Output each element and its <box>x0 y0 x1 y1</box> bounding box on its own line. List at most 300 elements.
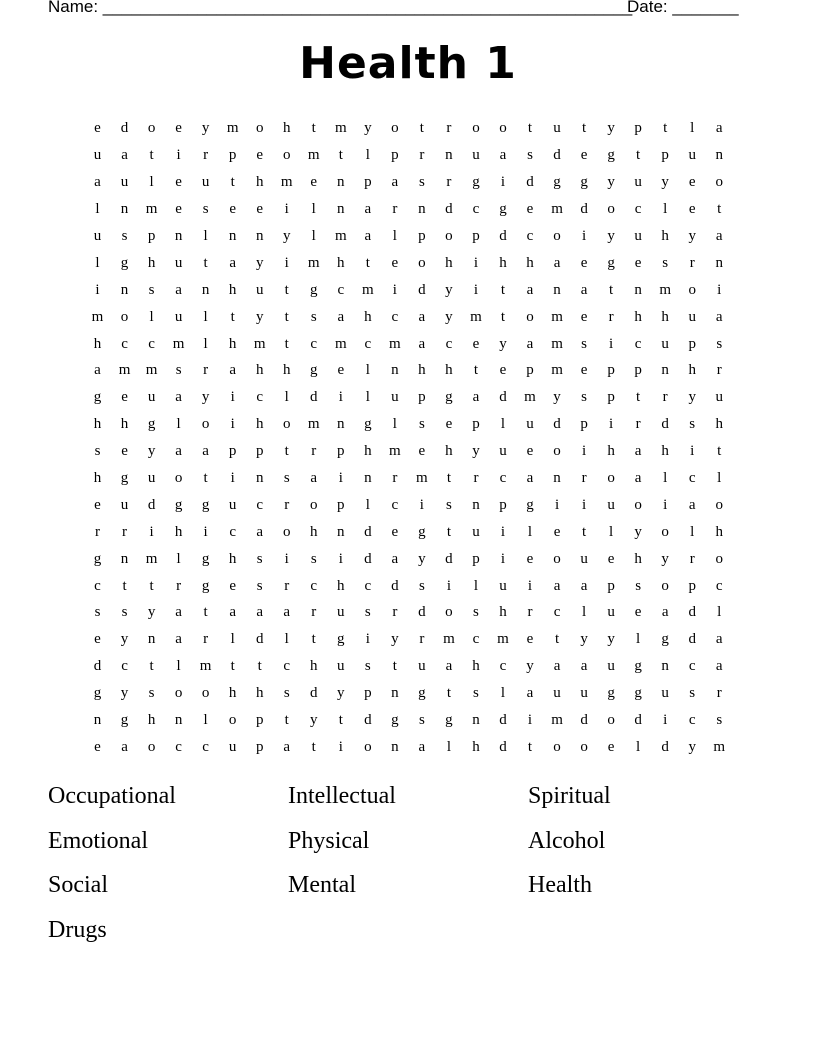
grid-letter: m <box>226 120 239 137</box>
grid-letter: n <box>201 281 210 298</box>
grid-letter: l <box>311 228 316 244</box>
grid-letter: u <box>580 550 588 567</box>
grid-letter: o <box>661 577 669 594</box>
grid-letter: i <box>284 550 289 567</box>
grid-letter: i <box>527 712 533 729</box>
grid-row <box>84 249 734 276</box>
grid-letter: p <box>472 550 480 567</box>
grid-letter: u <box>337 658 345 675</box>
grid-letter: a <box>715 120 723 137</box>
grid-letter: r <box>203 631 209 648</box>
grid-letter: g <box>553 174 561 191</box>
grid-letter: e <box>499 362 507 379</box>
grid-letter: t <box>717 443 722 460</box>
grid-letter: c <box>364 577 372 594</box>
grid-letter: p <box>255 712 264 729</box>
grid-letter: r <box>716 362 722 379</box>
grid-letter: e <box>229 577 236 594</box>
grid-letter: m <box>713 738 726 755</box>
grid-letter: d <box>499 228 507 244</box>
grid-letter: g <box>418 523 426 540</box>
grid-letter: d <box>499 738 507 755</box>
grid-letter: r <box>689 254 695 271</box>
grid-letter: c <box>472 631 480 648</box>
grid-letter: e <box>580 254 588 271</box>
grid-row <box>84 303 734 330</box>
grid-letter: p <box>634 120 642 137</box>
grid-letter: o <box>445 604 453 621</box>
grid-letter: o <box>445 228 453 244</box>
grid-letter: y <box>688 738 696 755</box>
grid-letter: u <box>634 228 642 244</box>
grid-letter: i <box>500 523 506 540</box>
grid-letter: h <box>147 712 156 729</box>
grid-letter: t <box>581 523 587 540</box>
grid-letter: t <box>446 470 451 487</box>
grid-letter: i <box>581 443 587 460</box>
grid-letter: n <box>255 228 264 244</box>
grid-letter: r <box>446 174 452 191</box>
grid-letter: h <box>715 416 723 433</box>
grid-letter: h <box>472 658 480 675</box>
grid-letter: c <box>688 712 696 729</box>
grid-letter: e <box>175 201 182 218</box>
grid-row <box>84 465 734 492</box>
grid-letter: t <box>203 254 208 271</box>
grid-letter: n <box>93 712 102 729</box>
grid-letter: d <box>661 738 669 755</box>
grid-letter: h <box>93 470 102 487</box>
word-list-item: Mental <box>288 872 356 899</box>
grid-letter: p <box>228 443 237 460</box>
grid-letter: u <box>120 496 129 513</box>
grid-letter: s <box>473 604 479 621</box>
grid-letter: s <box>121 604 128 621</box>
grid-letter: y <box>499 335 507 352</box>
grid-letter: y <box>147 443 156 460</box>
grid-letter: e <box>256 147 264 164</box>
grid-letter: g <box>445 712 453 729</box>
grid-letter: u <box>147 389 156 406</box>
grid-letter: r <box>176 577 182 594</box>
grid-letter: o <box>580 738 588 755</box>
grid-letter: l <box>717 604 722 621</box>
grid-letter: m <box>497 631 509 648</box>
grid-letter: h <box>147 254 156 271</box>
grid-letter: m <box>443 631 455 648</box>
grid-letter: c <box>148 335 155 352</box>
grid-letter: i <box>230 416 235 433</box>
grid-letter: y <box>282 228 291 244</box>
grid-letter: t <box>338 712 343 729</box>
grid-letter: m <box>361 281 374 298</box>
grid-letter: h <box>607 443 615 460</box>
grid-letter: e <box>121 389 128 406</box>
grid-letter: g <box>499 201 507 218</box>
grid-letter: i <box>581 228 587 244</box>
grid-letter: t <box>581 120 587 137</box>
date-label: Date: _______ <box>627 0 739 16</box>
grid-letter: h <box>120 416 129 433</box>
grid-letter: t <box>473 362 479 379</box>
grid-row <box>84 599 734 626</box>
grid-row <box>84 115 734 142</box>
grid-letter: t <box>284 712 289 729</box>
grid-letter: y <box>526 658 534 675</box>
grid-row <box>84 142 734 169</box>
grid-letter: n <box>120 201 129 218</box>
grid-letter: h <box>310 523 318 540</box>
grid-letter: y <box>364 120 372 137</box>
grid-letter: n <box>715 254 723 271</box>
grid-letter: l <box>95 201 100 218</box>
grid-letter: l <box>500 685 506 702</box>
grid-letter: n <box>174 228 183 244</box>
grid-letter: n <box>553 470 561 487</box>
grid-letter: h <box>418 362 426 379</box>
grid-letter: i <box>230 470 235 487</box>
grid-letter: d <box>688 604 696 621</box>
grid-letter: i <box>690 443 695 460</box>
grid-letter: e <box>94 631 101 648</box>
grid-letter: u <box>201 174 210 191</box>
grid-letter: t <box>284 308 289 325</box>
grid-letter: r <box>284 496 290 513</box>
grid-letter: s <box>94 443 101 460</box>
grid-letter: g <box>93 389 102 406</box>
grid-letter: l <box>365 389 370 406</box>
grid-letter: a <box>337 308 345 325</box>
grid-letter: m <box>659 281 671 298</box>
grid-letter: h <box>228 550 237 567</box>
grid-letter: d <box>310 389 318 406</box>
grid-letter: c <box>499 470 507 487</box>
grid-letter: u <box>688 308 696 325</box>
grid-letter: r <box>203 147 209 164</box>
grid-letter: d <box>580 201 588 218</box>
grid-letter: r <box>392 201 398 218</box>
grid-letter: t <box>500 308 506 325</box>
grid-letter: p <box>418 228 426 244</box>
grid-letter: h <box>174 523 183 540</box>
grid-letter: y <box>661 550 669 567</box>
grid-letter: i <box>338 550 343 567</box>
grid-letter: e <box>337 362 345 379</box>
grid-letter: e <box>553 523 561 540</box>
grid-letter: d <box>418 281 426 298</box>
grid-letter: t <box>636 389 641 406</box>
grid-letter: p <box>364 174 372 191</box>
grid-letter: a <box>391 174 399 191</box>
grid-letter: c <box>256 389 264 406</box>
grid-letter: a <box>121 147 128 164</box>
grid-letter: h <box>337 577 345 594</box>
grid-letter: e <box>229 201 236 218</box>
grid-letter: t <box>446 685 451 702</box>
grid-letter: a <box>310 470 318 487</box>
grid-letter: n <box>337 174 345 191</box>
grid-letter: u <box>526 416 534 433</box>
grid-letter: t <box>311 738 316 755</box>
grid-letter: e <box>175 174 182 191</box>
grid-letter: s <box>635 577 642 594</box>
grid-letter: g <box>364 416 372 433</box>
word-list <box>48 780 768 958</box>
grid-letter: l <box>95 254 100 271</box>
grid-letter: c <box>391 496 399 513</box>
grid-letter: h <box>228 335 237 352</box>
grid-letter: l <box>203 308 208 325</box>
grid-letter: s <box>716 335 723 352</box>
grid-letter: o <box>228 712 237 729</box>
grid-letter: i <box>527 577 533 594</box>
grid-letter: e <box>526 443 534 460</box>
grid-letter: t <box>284 335 289 352</box>
grid-letter: p <box>337 443 345 460</box>
grid-letter: h <box>282 120 291 137</box>
grid-letter: e <box>391 523 399 540</box>
grid-letter: i <box>663 712 668 729</box>
grid-letter: g <box>445 389 453 406</box>
grid-letter: a <box>175 281 182 298</box>
grid-letter: c <box>229 523 236 540</box>
grid-letter: l <box>365 147 370 164</box>
grid-letter: l <box>149 308 154 325</box>
grid-letter: p <box>526 362 534 379</box>
grid-letter: l <box>663 201 668 218</box>
grid-letter: s <box>418 712 425 729</box>
grid-letter: y <box>310 712 318 729</box>
grid-letter: l <box>717 470 722 487</box>
word-list-item: Health <box>528 872 592 899</box>
grid-letter: s <box>364 658 371 675</box>
grid-letter: t <box>257 658 262 675</box>
grid-letter: s <box>364 604 371 621</box>
grid-letter: u <box>174 308 183 325</box>
grid-letter: t <box>554 631 560 648</box>
grid-letter: e <box>121 443 128 460</box>
grid-letter: l <box>284 389 289 406</box>
grid-letter: l <box>203 712 208 729</box>
grid-letter: m <box>551 335 563 352</box>
grid-letter: s <box>310 550 317 567</box>
grid-letter: a <box>94 174 101 191</box>
grid-row <box>84 384 734 411</box>
grid-letter: e <box>580 362 588 379</box>
grid-letter: o <box>201 416 210 433</box>
grid-letter: p <box>228 147 237 164</box>
grid-letter: s <box>689 685 696 702</box>
grid-letter: l <box>392 228 397 244</box>
word-list-item: Social <box>48 872 108 899</box>
word-list-item: Spiritual <box>528 783 611 809</box>
grid-letter: e <box>472 335 480 352</box>
grid-letter: h <box>93 335 102 352</box>
word-list-item: Drugs <box>48 916 107 943</box>
grid-letter: o <box>310 496 318 513</box>
grid-letter: e <box>607 550 615 567</box>
grid-letter: o <box>688 281 696 298</box>
grid-letter: n <box>174 712 183 729</box>
grid-row <box>84 196 734 223</box>
grid-letter: d <box>418 604 426 621</box>
grid-letter: m <box>551 712 563 729</box>
grid-letter: i <box>717 281 722 298</box>
grid-letter: p <box>364 685 372 702</box>
grid-letter: g <box>418 685 426 702</box>
grid-letter: u <box>607 496 615 513</box>
grid-letter: l <box>446 738 451 755</box>
grid-letter: y <box>201 120 210 137</box>
grid-letter: o <box>715 174 723 191</box>
grid-letter: t <box>419 120 424 137</box>
grid-letter: l <box>500 416 506 433</box>
grid-letter: l <box>636 631 641 648</box>
grid-letter: c <box>715 577 723 594</box>
grid-letter: e <box>607 738 615 755</box>
grid-letter: t <box>230 174 235 191</box>
grid-letter: e <box>94 496 101 513</box>
grid-letter: t <box>663 120 668 137</box>
grid-letter: e <box>634 254 642 271</box>
grid-letter: e <box>391 254 399 271</box>
grid-letter: o <box>282 147 291 164</box>
grid-letter: d <box>499 712 507 729</box>
grid-letter: g <box>607 254 615 271</box>
grid-letter: p <box>634 362 642 379</box>
grid-letter: n <box>364 470 372 487</box>
grid-letter: m <box>334 228 347 244</box>
grid-letter: a <box>526 685 534 702</box>
grid-letter: n <box>147 631 156 648</box>
grid-letter: h <box>364 443 372 460</box>
grid-letter: a <box>526 470 534 487</box>
grid-letter: r <box>392 604 398 621</box>
grid-letter: d <box>310 685 318 702</box>
grid-row <box>84 572 734 599</box>
grid-letter: o <box>174 685 183 702</box>
grid-letter: p <box>418 389 426 406</box>
grid-letter: m <box>551 308 563 325</box>
grid-letter: t <box>311 120 316 137</box>
grid-letter: i <box>609 416 614 433</box>
grid-letter: o <box>282 523 291 540</box>
grid-letter: o <box>553 443 561 460</box>
grid-letter: m <box>389 443 401 460</box>
grid-letter: y <box>688 389 696 406</box>
grid-letter: l <box>636 738 641 755</box>
grid-letter: i <box>609 335 614 352</box>
grid-letter: d <box>364 523 372 540</box>
grid-letter: h <box>255 174 264 191</box>
grid-letter: o <box>147 120 156 137</box>
grid-letter: n <box>255 470 264 487</box>
grid-letter: l <box>527 523 533 540</box>
grid-row <box>84 545 734 572</box>
grid-letter: g <box>472 174 480 191</box>
grid-row <box>84 276 734 303</box>
grid-letter: o <box>391 120 399 137</box>
grid-letter: y <box>120 631 129 648</box>
grid-letter: e <box>94 120 101 137</box>
grid-letter: o <box>553 228 561 244</box>
grid-letter: r <box>419 631 425 648</box>
grid-letter: m <box>307 254 320 271</box>
grid-letter: y <box>607 120 615 137</box>
grid-letter: n <box>661 658 669 675</box>
grid-letter: g <box>93 685 102 702</box>
grid-letter: i <box>230 389 235 406</box>
grid-letter: d <box>526 174 534 191</box>
grid-letter: a <box>553 658 561 675</box>
grid-letter: i <box>446 577 451 594</box>
grid-letter: d <box>580 712 588 729</box>
grid-letter: n <box>120 281 129 298</box>
word-list-item: Physical <box>288 827 370 854</box>
grid-letter: i <box>338 389 343 406</box>
grid-letter: m <box>91 308 104 325</box>
grid-letter: m <box>524 389 536 406</box>
grid-letter: d <box>688 631 696 648</box>
grid-letter: r <box>473 470 479 487</box>
grid-letter: s <box>689 416 696 433</box>
grid-letter: a <box>94 362 101 379</box>
grid-letter: a <box>121 738 128 755</box>
grid-letter: o <box>499 120 507 137</box>
grid-letter: u <box>418 658 426 675</box>
grid-letter: t <box>284 281 289 298</box>
grid-letter: r <box>95 523 101 540</box>
grid-row <box>84 626 734 653</box>
grid-letter: o <box>255 120 264 137</box>
grid-letter: h <box>445 254 453 271</box>
grid-letter: u <box>120 174 129 191</box>
grid-letter: l <box>284 631 289 648</box>
grid-letter: s <box>283 470 290 487</box>
grid-letter: c <box>94 577 101 594</box>
grid-letter: p <box>472 228 480 244</box>
grid-letter: s <box>310 308 317 325</box>
grid-letter: h <box>526 254 534 271</box>
grid-letter: h <box>688 362 696 379</box>
grid-letter: s <box>148 281 155 298</box>
grid-letter: a <box>256 523 264 540</box>
grid-letter: c <box>175 738 182 755</box>
grid-letter: u <box>93 147 102 164</box>
grid-letter: n <box>337 201 345 218</box>
grid-letter: s <box>418 174 425 191</box>
grid-letter: o <box>472 120 480 137</box>
grid-letter: d <box>93 658 102 675</box>
grid-letter: c <box>121 658 128 675</box>
grid-letter: l <box>176 658 181 675</box>
grid-letter: m <box>145 201 158 218</box>
grid-letter: a <box>580 658 588 675</box>
grid-letter: c <box>310 335 318 352</box>
grid-letter: s <box>283 685 290 702</box>
grid-letter: i <box>176 147 181 164</box>
grid-letter: c <box>634 201 642 218</box>
grid-letter: u <box>93 228 102 244</box>
grid-letter: p <box>147 228 156 244</box>
grid-letter: a <box>715 228 723 244</box>
grid-letter: e <box>580 308 588 325</box>
grid-letter: t <box>365 254 370 271</box>
grid-letter: m <box>307 416 320 433</box>
grid-letter: t <box>446 523 451 540</box>
grid-letter: y <box>607 228 615 244</box>
grid-letter: c <box>634 335 642 352</box>
